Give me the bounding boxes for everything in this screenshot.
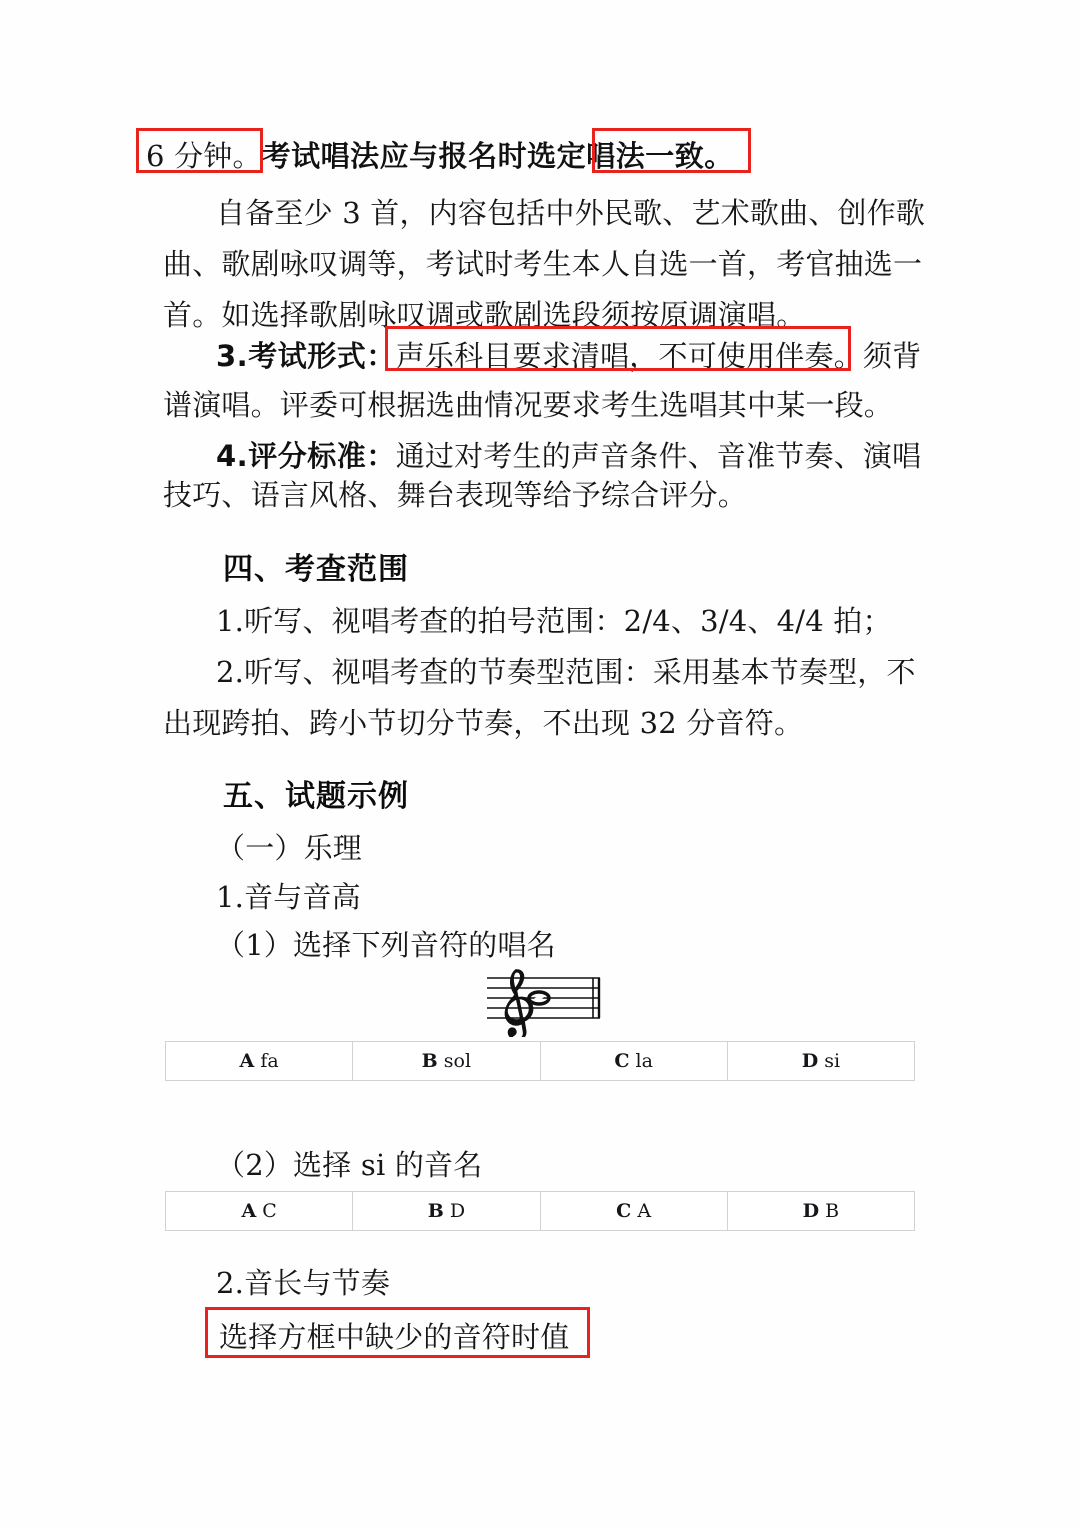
singing-method-text-b: 唱法一致。 [586,139,734,173]
section-five-question-1: （1）选择下列音符的唱名 [216,928,556,962]
question2-options-table [165,1191,915,1231]
option-letter: A [239,1050,255,1072]
option-letter: D [802,1200,820,1222]
section-five-heading: 五、试题示例 [223,779,409,814]
section-five-item-1: 1.音与音高 [216,880,361,914]
section-five-item-2: 2.音长与节奏 [216,1266,391,1300]
paragraph-2-line-2: 曲、歌剧咏叹调等，考试时考生本人自选一首，考官抽选一 [163,247,923,281]
section-five-question-3: 选择方框中缺少的音符时值 [219,1320,570,1354]
paragraph-4-line-2: 技巧、语言风格、舞台表现等给予综合评分。 [163,478,748,512]
music-staff-figure [480,965,610,1037]
section-five-question-2: （2）选择 si 的音名 [216,1148,483,1182]
option-letter: D [801,1050,819,1072]
option-value: B [825,1200,840,1222]
scoring-criteria-label: 4.评分标准： [216,439,396,473]
table-row [166,1042,915,1081]
section-four-item-1: 1.听写、视唱考查的拍号范围：2/4、3/4、4/4 拍； [216,604,892,638]
option-value: la [635,1050,653,1072]
treble-clef-icon [505,969,534,1037]
option-cell-a[interactable] [166,1192,353,1231]
option-value: si [824,1050,841,1072]
paragraph-2-line-3: 首。如选择歌剧咏叹调或歌剧选段须按原调演唱。 [163,298,806,332]
table-row [166,1192,915,1231]
option-letter: A [241,1200,257,1222]
question1-options-table [165,1041,915,1081]
music-staff-svg [480,965,610,1037]
option-letter: C [614,1050,630,1072]
option-letter: B [427,1200,444,1222]
option-letter: C [616,1200,632,1222]
boxed-duration-text: 6 分钟。 [146,139,262,173]
staff-lines [487,978,600,1018]
exam-format-label: 3.考试形式： [216,339,396,373]
option-cell-c[interactable] [540,1192,727,1231]
paragraph-1-line-1 [146,131,734,182]
scoring-criteria-text: 通过对考生的声音条件、音准节奏、演唱 [395,439,922,473]
option-cell-c[interactable] [540,1042,727,1081]
section-four-heading: 四、考查范围 [223,552,409,587]
paragraph-3-line-2: 谱演唱。评委可根据选曲情况要求考生选唱其中某一段。 [163,388,894,422]
option-value: fa [260,1050,279,1072]
option-value: sol [443,1050,472,1072]
exam-format-boxed-text: 声乐科目要求清唱，不可使用伴奏。 [395,339,863,373]
option-cell-a[interactable] [166,1042,353,1081]
paragraph-3-line-1 [216,331,921,382]
option-cell-b[interactable] [353,1192,540,1231]
option-value: A [637,1200,652,1222]
option-cell-b[interactable] [353,1042,540,1081]
paragraph-2-line-1: 自备至少 3 首，内容包括中外民歌、艺术歌曲、创作歌 [216,196,926,230]
section-four-item-2-line-2: 出现跨拍、跨小节切分节奏，不出现 32 分音符。 [163,706,804,740]
option-cell-d[interactable] [727,1042,914,1081]
option-value: D [449,1200,466,1222]
option-value: C [262,1200,277,1222]
option-cell-d[interactable] [727,1192,914,1231]
singing-method-text-a: 考试唱法应与报名时选定 [261,139,587,173]
option-letter: B [421,1050,438,1072]
section-five-subsection-1: （一）乐理 [216,831,363,865]
section-four-item-2-line-1: 2.听写、视唱考查的节奏型范围：采用基本节奏型，不 [216,655,916,689]
exam-format-tail: 须背 [862,339,922,373]
